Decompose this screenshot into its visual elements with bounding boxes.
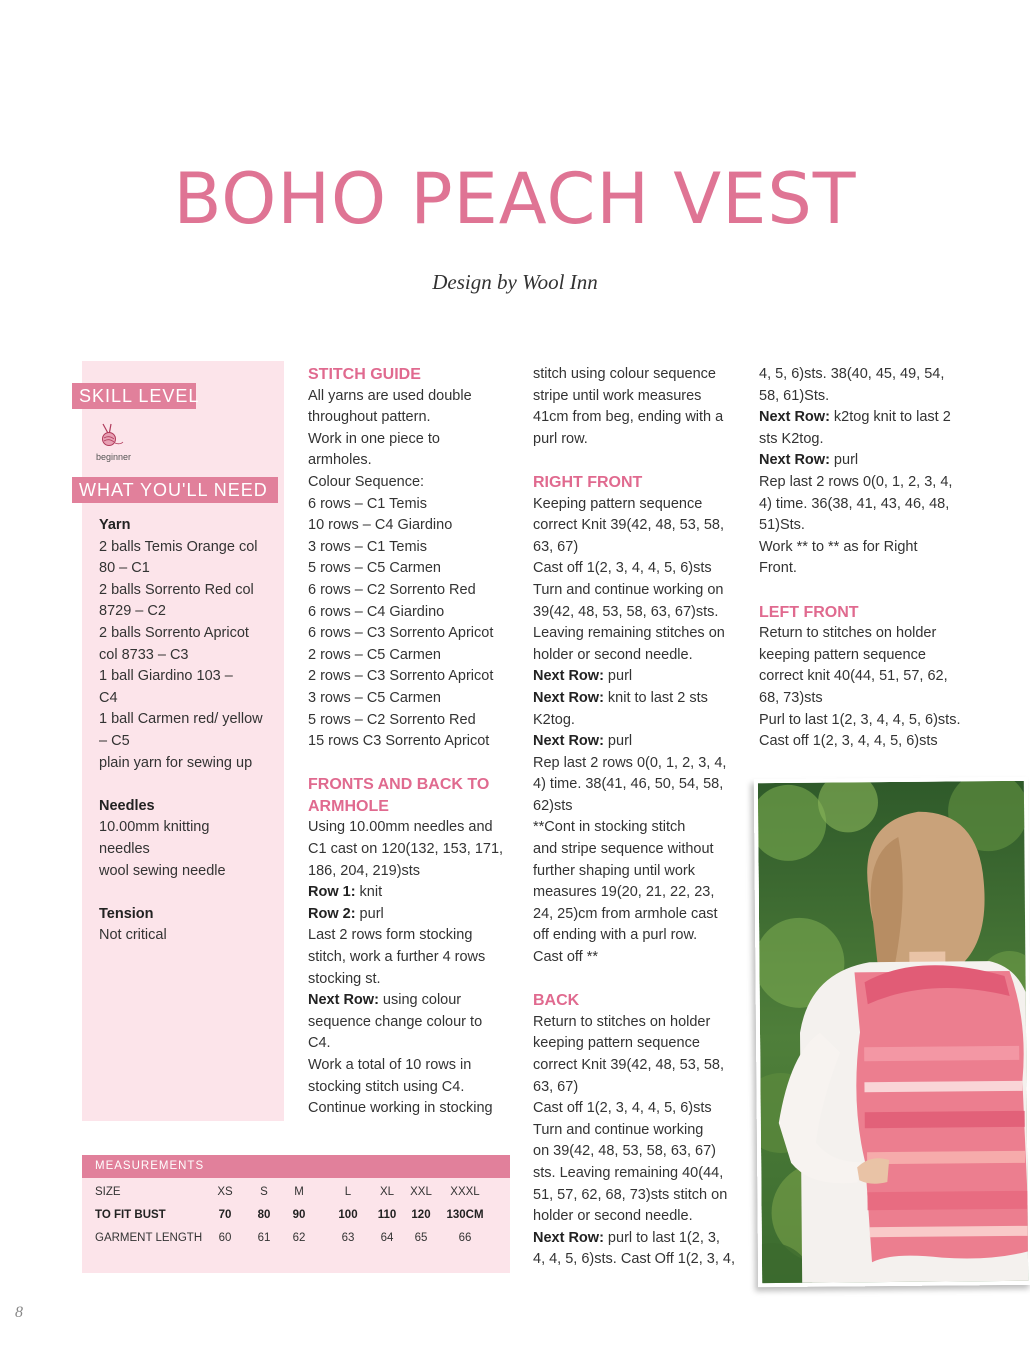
colour-row: 5 rows – C5 Carmen (308, 560, 441, 577)
fronts-back-heading-2: ARMHOLE (308, 797, 389, 815)
text-line: 62)sts (533, 797, 573, 814)
text-line: and stripe sequence without (533, 841, 714, 858)
text-line: Cast off ** (533, 949, 599, 966)
row-label: Next Row: (533, 668, 604, 685)
text-line: Work a total of 10 rows in (308, 1057, 472, 1073)
row-text: purl (603, 668, 633, 685)
text-line: 4, 5, 6)sts. 38(40, 45, 49, 54, (759, 366, 945, 382)
size-cell: M (294, 1186, 304, 1198)
row-label: Next Row: (759, 409, 830, 426)
column-left-front (759, 364, 964, 753)
measurements-table (82, 1155, 510, 1273)
needles-line: needles (99, 840, 150, 857)
text-line: throughout pattern. (308, 409, 431, 426)
colour-row: 6 rows – C1 Temis (308, 495, 427, 512)
measurements-heading: MEASUREMENTS (82, 1155, 510, 1178)
row-text: k2tog knit to last 2 (829, 409, 951, 426)
yarn-line: 1 ball Giardino 103 – (99, 668, 233, 685)
length-cell: 64 (380, 1232, 394, 1244)
text-line: on 39(42, 48, 53, 58, 63, 67) (533, 1143, 716, 1160)
bust-cell: 80 (257, 1209, 271, 1221)
text-line: 63, 67) (533, 1078, 579, 1095)
text-line: K2tog. (533, 711, 575, 728)
text-line: 41cm from beg, ending with a (533, 409, 724, 426)
yarn-line: col 8733 – C3 (99, 646, 189, 663)
length-cell: 63 (341, 1232, 355, 1244)
yarn-line: 2 balls Sorrento Red col (99, 581, 254, 598)
yarn-heading: Yarn (99, 517, 131, 533)
text-line: stocking st. (308, 970, 381, 987)
text-line: further shaping until work (533, 862, 695, 879)
row-label: Next Row: (533, 1229, 604, 1246)
materials-list (99, 515, 279, 947)
text-line: 4) time. 36(38, 41, 43, 46, 48, (759, 495, 950, 512)
yarn-line: 2 balls Temis Orange col (99, 538, 258, 555)
bust-label: TO FIT BUST (95, 1209, 166, 1221)
text-line: Last 2 rows form stocking (308, 927, 473, 944)
designer-byline: Design by Wool Inn (432, 270, 598, 294)
text-line: 39(42, 48, 53, 58, 63, 67)sts. (533, 603, 719, 620)
what-you-need-tag: WHAT YOU'LL NEED (72, 477, 278, 503)
colour-row: 6 rows – C2 Sorrento Red (308, 581, 476, 598)
length-cell: 65 (414, 1232, 428, 1244)
text-line: sts K2tog. (759, 430, 824, 447)
right-front-heading: RIGHT FRONT (533, 473, 643, 491)
vest-photo-illustration (758, 781, 1030, 1287)
text-line: Return to stitches on holder (759, 625, 937, 642)
column-stitch-guide (308, 364, 513, 1120)
text-line: sts. Leaving remaining 40(44, (533, 1164, 724, 1181)
size-cell: XXL (410, 1186, 432, 1198)
text-line: Cast off 1(2, 3, 4, 4, 5, 6)sts (533, 1100, 712, 1117)
text-line: 68, 73)sts (759, 689, 823, 706)
text-line: Return to stitches on holder (533, 1013, 711, 1030)
row-instruction (308, 990, 513, 1012)
text-line: 4) time. 38(41, 46, 50, 54, 58, (533, 776, 724, 793)
text-line: Cast off 1(2, 3, 4, 4, 5, 6)sts (759, 733, 938, 750)
text-line: All yarns are used double (308, 387, 472, 404)
text-line: Using 10.00mm needles and (308, 819, 493, 836)
text-line: Rep last 2 rows 0(0, 1, 2, 3, 4, (759, 473, 953, 490)
text-line: 24, 25)cm from armhole cast (533, 905, 718, 922)
colour-row: 2 rows – C5 Carmen (308, 646, 441, 663)
needles-heading: Needles (99, 797, 155, 814)
row-instruction (533, 731, 738, 753)
text-line: 63, 67) (533, 538, 579, 555)
length-cell: 60 (218, 1232, 232, 1244)
bust-cell: 90 (292, 1209, 306, 1221)
needles-line: wool sewing needle (99, 862, 226, 879)
size-row (82, 1182, 510, 1202)
text-line: Purl to last 1(2, 3, 4, 4, 5, 6)sts. (759, 711, 961, 728)
size-cell: XXXL (450, 1186, 480, 1198)
row-instruction (533, 688, 738, 710)
row-instruction (759, 450, 964, 472)
text-line: purl row. (533, 430, 588, 447)
yarn-line: 1 ball Carmen red/ yellow (99, 711, 263, 728)
text-line: correct Knit 39(42, 48, 53, 58, (533, 1057, 725, 1073)
text-line: Front. (759, 560, 797, 577)
text-line: Cast off 1(2, 3, 4, 4, 5, 6)sts (533, 560, 712, 577)
yarn-line: – C5 (99, 732, 130, 749)
size-cell: S (260, 1186, 268, 1198)
fronts-back-heading: FRONTS AND BACK TO (308, 776, 490, 794)
bust-cell: 100 (338, 1209, 358, 1221)
length-label: GARMENT LENGTH (95, 1232, 203, 1244)
text-line: Turn and continue working (533, 1121, 704, 1138)
model-photo (754, 777, 1030, 1287)
yarn-line: plain yarn for sewing up (99, 754, 253, 771)
text-line: Work ** to ** as for Right (759, 538, 918, 555)
bust-cell: 110 (377, 1209, 397, 1221)
text-line: Work in one piece to (308, 430, 440, 447)
bust-cell: 70 (218, 1209, 232, 1221)
text-line: stitch, work a further 4 rows (308, 949, 486, 966)
row-instruction (308, 882, 513, 904)
row-label: Next Row: (759, 452, 830, 469)
yarn-line: 2 balls Sorrento Apricot (99, 624, 249, 641)
text-line: C1 cast on 120(132, 153, 171, (308, 841, 504, 858)
text-line: sequence change colour to (308, 1013, 483, 1030)
text-line: Keeping pattern sequence (533, 495, 703, 512)
text-line: Turn and continue working on (533, 581, 724, 598)
row-label: Row 1: (308, 884, 356, 901)
bust-cell: 120 (411, 1209, 431, 1221)
size-cell: XL (379, 1186, 395, 1198)
back-heading: BACK (533, 992, 580, 1010)
size-cell: L (344, 1186, 352, 1198)
row-text: purl (829, 452, 859, 469)
garment-length-row (82, 1228, 510, 1248)
text-line: 186, 204, 219)sts (308, 862, 421, 879)
colour-row: 6 rows – C3 Sorrento Apricot (308, 625, 494, 642)
page-number: 8 (15, 1304, 23, 1321)
size-cell: XS (217, 1186, 233, 1198)
colour-row: 3 rows – C5 Carmen (308, 689, 441, 706)
row-instruction (759, 407, 964, 429)
text-line: stripe until work measures (533, 387, 702, 404)
colour-row: 5 rows – C2 Sorrento Red (308, 711, 476, 728)
text-line: stocking stitch using C4. (308, 1078, 465, 1095)
length-cell: 66 (458, 1232, 472, 1244)
row-text: purl (603, 733, 633, 750)
skill-value: beginner (96, 452, 132, 462)
size-label: SIZE (95, 1186, 121, 1198)
colour-row: 15 rows C3 Sorrento Apricot (308, 733, 490, 750)
tension-line: Not critical (99, 927, 167, 944)
yarn-line: C4 (99, 689, 118, 706)
row-label: Next Row: (533, 689, 604, 706)
stitch-guide-heading: STITCH GUIDE (308, 366, 421, 383)
column-right-front-back (533, 364, 738, 1271)
row-instruction (308, 904, 513, 926)
left-front-heading: LEFT FRONT (759, 603, 859, 621)
text-line: measures 19(20, 21, 22, 23, (533, 884, 715, 901)
colour-row: 6 rows – C4 Giardino (308, 603, 445, 620)
text-line: stitch using colour sequence (533, 366, 716, 382)
skill-level-tag: SKILL LEVEL (72, 383, 196, 409)
text-line: Continue working in stocking (308, 1100, 493, 1117)
bust-cell: 130CM (446, 1209, 484, 1221)
text-line: holder or second needle. (533, 646, 693, 663)
text-line: 58, 61)Sts. (759, 387, 830, 404)
text-line: **Cont in stocking stitch (533, 819, 686, 836)
row-text: using colour (378, 992, 462, 1009)
page-title: BOHO PEACH VEST (173, 158, 857, 240)
text-line: C4. (308, 1035, 331, 1052)
colour-row: 3 rows – C1 Temis (308, 538, 427, 555)
text-line: correct Knit 39(42, 48, 53, 58, (533, 517, 725, 534)
length-cell: 61 (257, 1232, 271, 1244)
yarn-ball-icon (97, 423, 125, 447)
colour-row: 10 rows – C4 Giardino (308, 517, 453, 534)
text-line: off ending with a purl row. (533, 927, 698, 944)
yarn-line: 80 – C1 (99, 560, 150, 577)
text-line: Leaving remaining stitches on (533, 625, 725, 642)
row-label: Row 2: (308, 905, 356, 922)
text-line: 4, 4, 5, 6)sts. Cast Off 1(2, 3, 4, (533, 1251, 736, 1268)
row-text: knit to last 2 sts (603, 689, 708, 706)
tension-heading: Tension (99, 905, 154, 922)
row-text: purl (355, 905, 384, 922)
text-line: keeping pattern sequence (759, 646, 926, 663)
row-text: knit (355, 884, 383, 901)
row-instruction (533, 1228, 738, 1250)
needles-line: 10.00mm knitting (99, 819, 210, 836)
length-cell: 62 (292, 1232, 306, 1244)
text-line: keeping pattern sequence (533, 1035, 700, 1052)
text-line: 51, 57, 62, 68, 73)sts stitch on (533, 1186, 728, 1203)
text-line: holder or second needle. (533, 1208, 693, 1225)
row-instruction (533, 666, 738, 688)
text-line: 51)Sts. (759, 517, 805, 534)
bust-row (82, 1205, 510, 1225)
text-line: Colour Sequence: (308, 473, 425, 490)
row-label: Next Row: (308, 992, 379, 1009)
row-text: purl to last 1(2, 3, (603, 1229, 720, 1246)
yarn-line: 8729 – C2 (99, 603, 166, 620)
text-line: Rep last 2 rows 0(0, 1, 2, 3, 4, (533, 754, 727, 771)
text-line: armholes. (308, 452, 372, 469)
row-label: Next Row: (533, 733, 604, 750)
text-line: correct knit 40(44, 51, 57, 62, (759, 668, 948, 685)
colour-row: 2 rows – C3 Sorrento Apricot (308, 668, 494, 685)
